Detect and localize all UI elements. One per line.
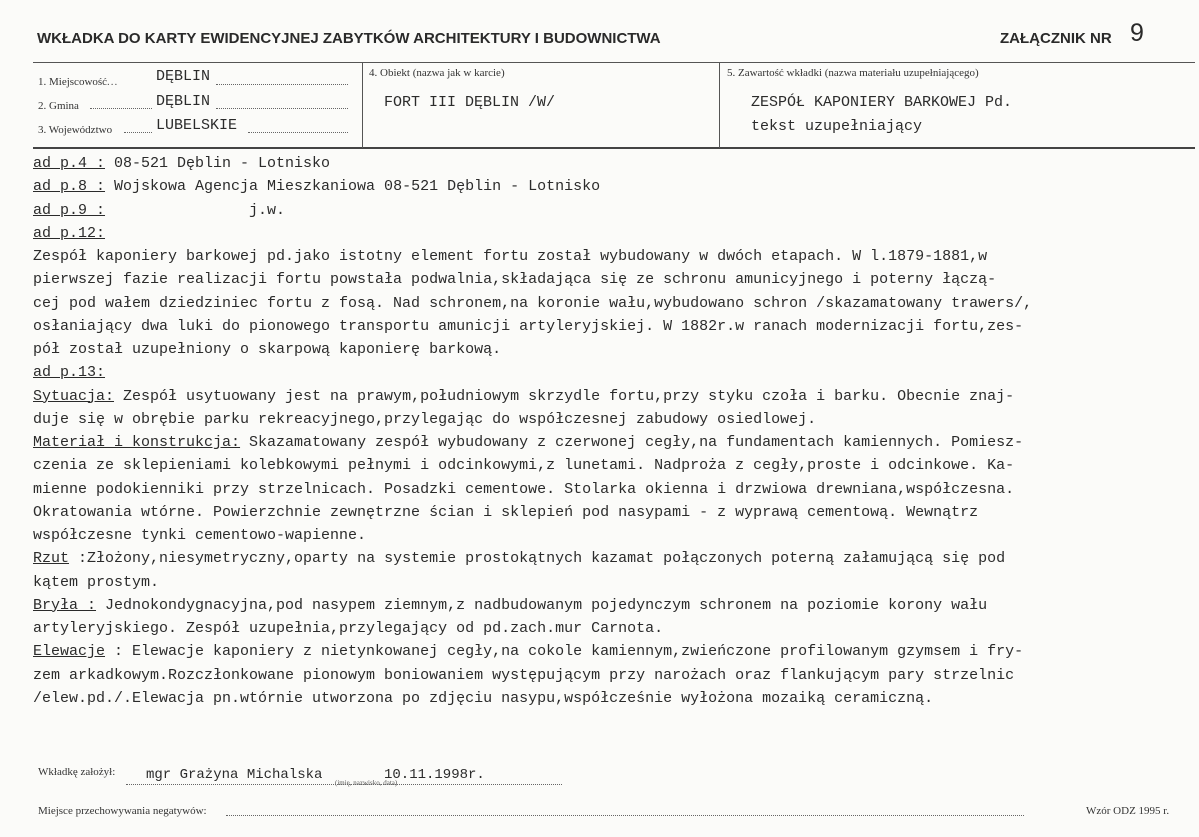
negatives-dots [226,815,1024,816]
author-label: Wkładkę założył: [38,766,116,778]
text-material: Skazamatowany zespół wybudowany z czerwonej cegły,na fundamentach kamiennych. Pomiesz- [240,434,1024,451]
miejscowosc-label: 1. Miejscowość [38,76,108,88]
wojewodztwo-value: LUBELSKIE [156,117,238,134]
form-code: Wzór ODZ 1995 r. [1086,805,1170,817]
author-date: 10.11.1998r. [384,767,485,783]
sytuacja-line-2: duje się w obrębie parku rekreacyjnego,przylegając do współczesnej zabudowy osiedlowej. [33,410,817,428]
rzut-line-2: kątem prostym. [33,573,160,591]
field-miejscowosc: 1. Miejscowość... [38,76,119,88]
attachment-label: ZAŁĄCZNIK NR [1000,30,1112,47]
heading-elewacje: Elewacje [33,643,106,661]
bryla-line-2: artyleryjskiego. Zespół uzupełnia,przylegający od pd.zach.mur Carnota. [33,620,664,637]
contents-line-1: ZESPÓŁ KAPONIERY BARKOWEJ Pd. [751,94,1013,111]
text-sytuacja: Zespół usytuowany jest na prawym,południowym skrzydle fortu,przy styku czoła i barku. Obecnie znaj- [114,387,1015,405]
heading-rzut: Rzut [33,550,70,568]
author-dots [126,784,562,785]
heading-p12: ad p.12: [33,224,106,242]
p12-line-3: cej pod wałem dziedziniec fortu z fosą. Nad schronem,na koronie wału,wybudowano schron /skazamatowany trawers/, [33,294,1033,312]
heading-p9: ad p.9 : [33,201,106,219]
contents-line-2: tekst uzupełniający [751,118,923,135]
miejscowosc-value: DĘBLIN [156,68,211,85]
text-p4: 08-521 Dęblin - Lotnisko [105,155,331,172]
gmina-dots-a [90,108,152,109]
elewacje-line-1 [33,640,1195,663]
box-bottom-rule [33,147,1195,149]
heading-material: Materiał i konstrukcja: [33,434,241,451]
p12-line-4: osłaniający dwa luki do pionowego transportu amunicji artyleryjskiej. W 1882r.w ranach modernizacji fortu,zes- [33,317,1024,335]
field-gmina [38,100,79,112]
author-value: mgr Grażyna Michalska [146,767,323,783]
heading-p13: ad p.13: [33,364,106,382]
box-divider-2 [719,62,720,148]
field-wojewodztwo [38,124,112,136]
heading-p8: ad p.8 : [33,178,106,196]
document-body [33,152,1195,710]
attachment-number: 9 [1130,19,1144,47]
contents-label: 5. Zawartość wkładki (nazwa materiału uzupełniającego) [727,67,979,79]
text-p9: j.w. [105,201,286,219]
heading-sytuacja: Sytuacja: [33,387,115,405]
elewacje-line-3: /elew.pd./.Elewacja pn.wtórnie utworzona po zdjęciu nasypu,współcześnie wyłożona mozaiką ceramiczną. [33,689,934,707]
line-p8 [33,175,1195,198]
elewacje-line-2: zem arkadkowym.Rozczłonkowane pionowym boniowaniem występującym przy narożach oraz flankującym pary strzelnic [33,666,1015,684]
object-label: 4. Obiekt (nazwa jak w karcie) [369,67,505,79]
box-divider-1 [362,62,363,148]
gmina-value: DĘBLIN [156,93,211,110]
material-line-1 [33,431,1195,454]
p12-line-2: pierwszej fazie realizacji fortu powstała podwalnia,składająca się ze schronu amunicyjnego i poterny łączą- [33,271,997,289]
line-p13 [33,361,1195,384]
text-p8: Wojskowa Agencja Mieszkaniowa 08-521 Dęblin - Lotnisko [105,178,601,196]
sytuacja-line-1 [33,385,1195,408]
miejscowosc-dots [216,84,348,85]
line-p9 [33,199,1195,222]
gmina-label: 2. Gmina [38,100,79,112]
author-hint: (imię, nazwisko, data) [335,779,398,787]
text-elewacje: : Elewacje kaponiery z nietynkowanej cegły,na cokole kamiennym,zwieńczone profilowanym gzymsem i fry- [105,643,1024,661]
p12-line-1: Zespół kaponiery barkowej pd.jako istotny element fortu został wybudowany w dwóch etapach. W l.1879-1881,w [33,248,988,265]
object-value: FORT III DĘBLIN /W/ [384,94,556,111]
heading-bryla: Bryła : [33,596,97,614]
heading-p4: ad p.4 : [33,155,106,172]
p12-line-5: pół został uzupełniony o skarpową kaponierę barkową. [33,341,502,358]
material-line-2: czenia ze sklepieniami kolebkowymi pełnymi i odcinkowymi,z lunetami. Nadproża z cegły,proste i odcinkowe. Ka- [33,457,1015,475]
wojewodztwo-dots-a [124,132,152,133]
wojewodztwo-label: 3. Województwo [38,124,113,136]
line-p12 [33,222,1195,245]
negatives-label: Miejsce przechowywania negatywów: [38,805,207,817]
wojewodztwo-dots-b [248,132,348,133]
form-title: WKŁADKA DO KARTY EWIDENCYJNEJ ZABYTKÓW ARCHITEKTURY I BUDOWNICTWA [37,30,661,47]
box-top-rule [33,62,1195,63]
material-line-5: współczesne tynki cementowo-wapienne. [33,527,367,544]
gmina-dots-b [216,108,348,109]
text-bryla: Jednokondygnacyjna,pod nasypem ziemnym,z nadbudowanym pojedynczym schronem na poziomie korony wału [96,596,988,614]
line-p4 [33,152,1195,175]
bryla-line-1 [33,594,1195,617]
rzut-line-1 [33,547,1195,570]
material-line-3: mienne podokienniki przy strzelnicach. Posadzki cementowe. Stolarka okienna i drzwiowa drewniana,współczesna. [33,480,1015,498]
text-rzut: :Złożony,niesymetryczny,oparty na systemie prostokątnych kazamat połączonych poterną załamującą się pod [69,550,1006,568]
material-line-4: Okratowania wtórne. Powierzchnie zewnętrzne ścian i sklepień pod nasypami - z wyprawą cementową. Wewnątrz [33,503,979,521]
